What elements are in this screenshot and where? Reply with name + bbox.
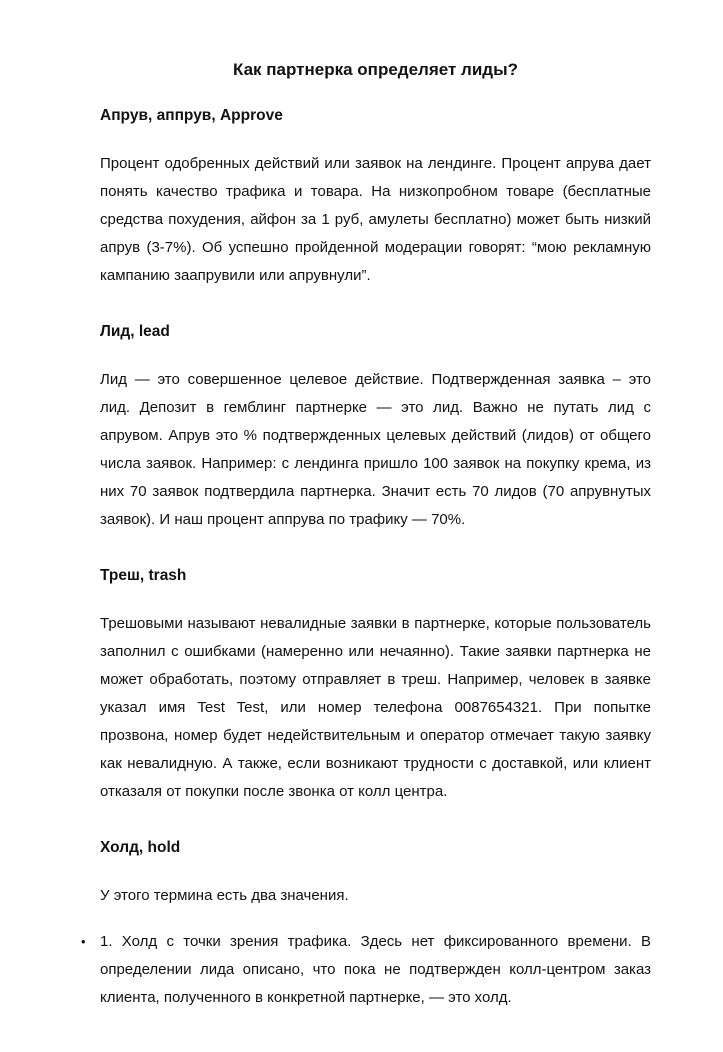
hold-bullet-list — [81, 928, 651, 1012]
section-heading-hold: Холд, hold — [100, 839, 181, 856]
section-approve — [100, 104, 651, 290]
section-trash — [100, 564, 651, 806]
list-item-text: 1. Холд с точки зрения трафика. Здесь нет фиксированного времени. В определении лида описано, что пока не подтвержден колл-центром заказ клиента, полученного в конкретной партнерке, — это холд. — [100, 933, 651, 1006]
paragraph-approve: Процент одобренных действий или заявок на лендинге. Процент апрува дает понять качество трафика и товара. На низкопробном товаре (бесплатные средства похудения, айфон за 1 руб, амулеты бесплатно) может быть низкий апрув (3-7%). Об успешно пройденной модерации говорят: “мою рекламную кампанию заапрувили или апрувнули”. — [100, 155, 651, 284]
section-lead — [100, 320, 651, 534]
list-item — [81, 928, 651, 1012]
section-hold — [81, 836, 651, 1012]
section-heading-lead: Лид, lead — [100, 323, 170, 340]
paragraph-lead: Лид — это совершенное целевое действие. Подтвержденная заявка – это лид. Депозит в гемблинг партнерке — это лид. Важно не путать лид с апрувом. Апрув это % подтвержденных целевых действий (лидов) от общего числа заявок. Например: с лендинга пришло 100 заявок на покупку крема, из них 70 заявок подтвердила партнерка. Значит есть 70 лидов (70 апрувнутых заявок). И наш процент аппрува по трафику — 70%. — [100, 371, 651, 528]
page-title: Как партнерка определяет лиды? — [233, 60, 518, 79]
section-heading-approve: Апрув, аппрув, Approve — [100, 107, 283, 124]
bullet-icon: • — [81, 934, 86, 949]
paragraph-hold-intro: У этого термина есть два значения. — [100, 887, 349, 904]
section-heading-trash: Треш, trash — [100, 567, 187, 584]
paragraph-trash: Трешовыми называют невалидные заявки в партнерке, которые пользователь заполнил с ошибками (намеренно или нечаянно). Такие заявки партнерка не может обработать, поэтому отправляет в треш. Например, человек в заявке указал имя Test Test, или номер телефона 0087654321. При попытке прозвона, номер будет недействительным и оператор отмечает такую заявку как невалидную. А также, если возникают трудности с доставкой, или клиент отказаля от покупки после звонка от колл центра. — [100, 615, 651, 800]
